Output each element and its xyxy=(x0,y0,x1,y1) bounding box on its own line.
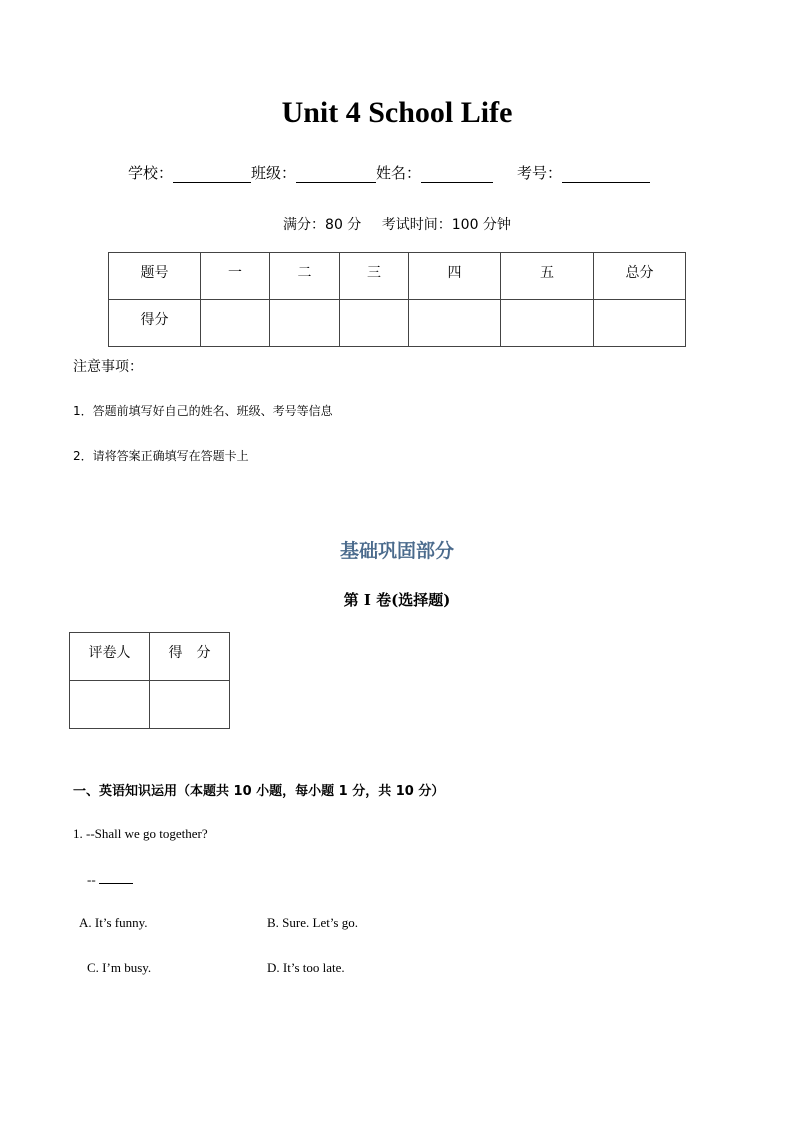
option-c[interactable]: C. I’m busy. xyxy=(87,960,152,975)
score-header-cell: 题号 xyxy=(109,253,201,300)
option-a[interactable]: A. It’s funny. xyxy=(79,915,148,930)
class-blank[interactable] xyxy=(296,164,376,183)
question-reply xyxy=(87,871,133,888)
exam-meta xyxy=(0,214,794,234)
exam-no-label: 考号： xyxy=(517,164,563,182)
question-stem: 1. --Shall we go together? xyxy=(73,826,208,841)
notes-heading: 注意事项： xyxy=(73,359,143,375)
reply-prefix: -- xyxy=(87,872,99,887)
score-header-cell: 一 xyxy=(201,253,270,300)
score-header-cell: 四 xyxy=(409,253,501,300)
score-cell[interactable] xyxy=(201,300,270,347)
option-d[interactable]: D. It’s too late. xyxy=(267,960,345,975)
student-info-row xyxy=(128,162,650,183)
page-title: Unit 4 School Life xyxy=(281,96,513,129)
note-item: 2．请将答案正确填写在答题卡上 xyxy=(73,449,249,463)
score-header-cell: 三 xyxy=(340,253,409,300)
volume-title: 第 I 卷(选择题) xyxy=(343,591,451,609)
grader-header-row xyxy=(70,633,230,681)
option-b[interactable]: B. Sure. Let’s go. xyxy=(267,915,358,930)
name-blank[interactable] xyxy=(421,164,493,183)
score-cell[interactable] xyxy=(594,300,686,347)
grader-table xyxy=(69,632,230,729)
score-row-label: 得分 xyxy=(109,300,201,347)
full-score-text: 满分：80 分 xyxy=(283,217,362,233)
score-cell[interactable] xyxy=(340,300,409,347)
score-table-score-row xyxy=(109,300,686,347)
score-cell[interactable] xyxy=(409,300,501,347)
exam-time-text: 考试时间：100 分钟 xyxy=(381,217,511,233)
score-header-cell: 总分 xyxy=(594,253,686,300)
score-table xyxy=(108,252,686,347)
grader-score-cell[interactable] xyxy=(150,681,230,729)
score-cell[interactable] xyxy=(270,300,340,347)
score-cell[interactable] xyxy=(501,300,594,347)
name-label: 姓名： xyxy=(376,164,422,182)
grader-input-row xyxy=(70,681,230,729)
exam-no-blank[interactable] xyxy=(562,164,650,183)
school-label: 学校： xyxy=(128,164,174,182)
grader-name-cell[interactable] xyxy=(70,681,150,729)
class-label: 班级： xyxy=(251,164,297,182)
section-title: 基础巩固部分 xyxy=(339,540,454,562)
score-table-header-row xyxy=(109,253,686,300)
school-blank[interactable] xyxy=(173,164,251,183)
score-header-cell: 二 xyxy=(270,253,340,300)
grader-score-label: 得 分 xyxy=(150,633,230,681)
answer-blank[interactable] xyxy=(99,871,133,884)
note-item: 1．答题前填写好自己的姓名、班级、考号等信息 xyxy=(73,404,333,418)
score-header-cell: 五 xyxy=(501,253,594,300)
part-title: 一、英语知识运用（本题共 10 小题，每小题 1 分，共 10 分） xyxy=(73,784,445,799)
grader-label: 评卷人 xyxy=(70,633,150,681)
